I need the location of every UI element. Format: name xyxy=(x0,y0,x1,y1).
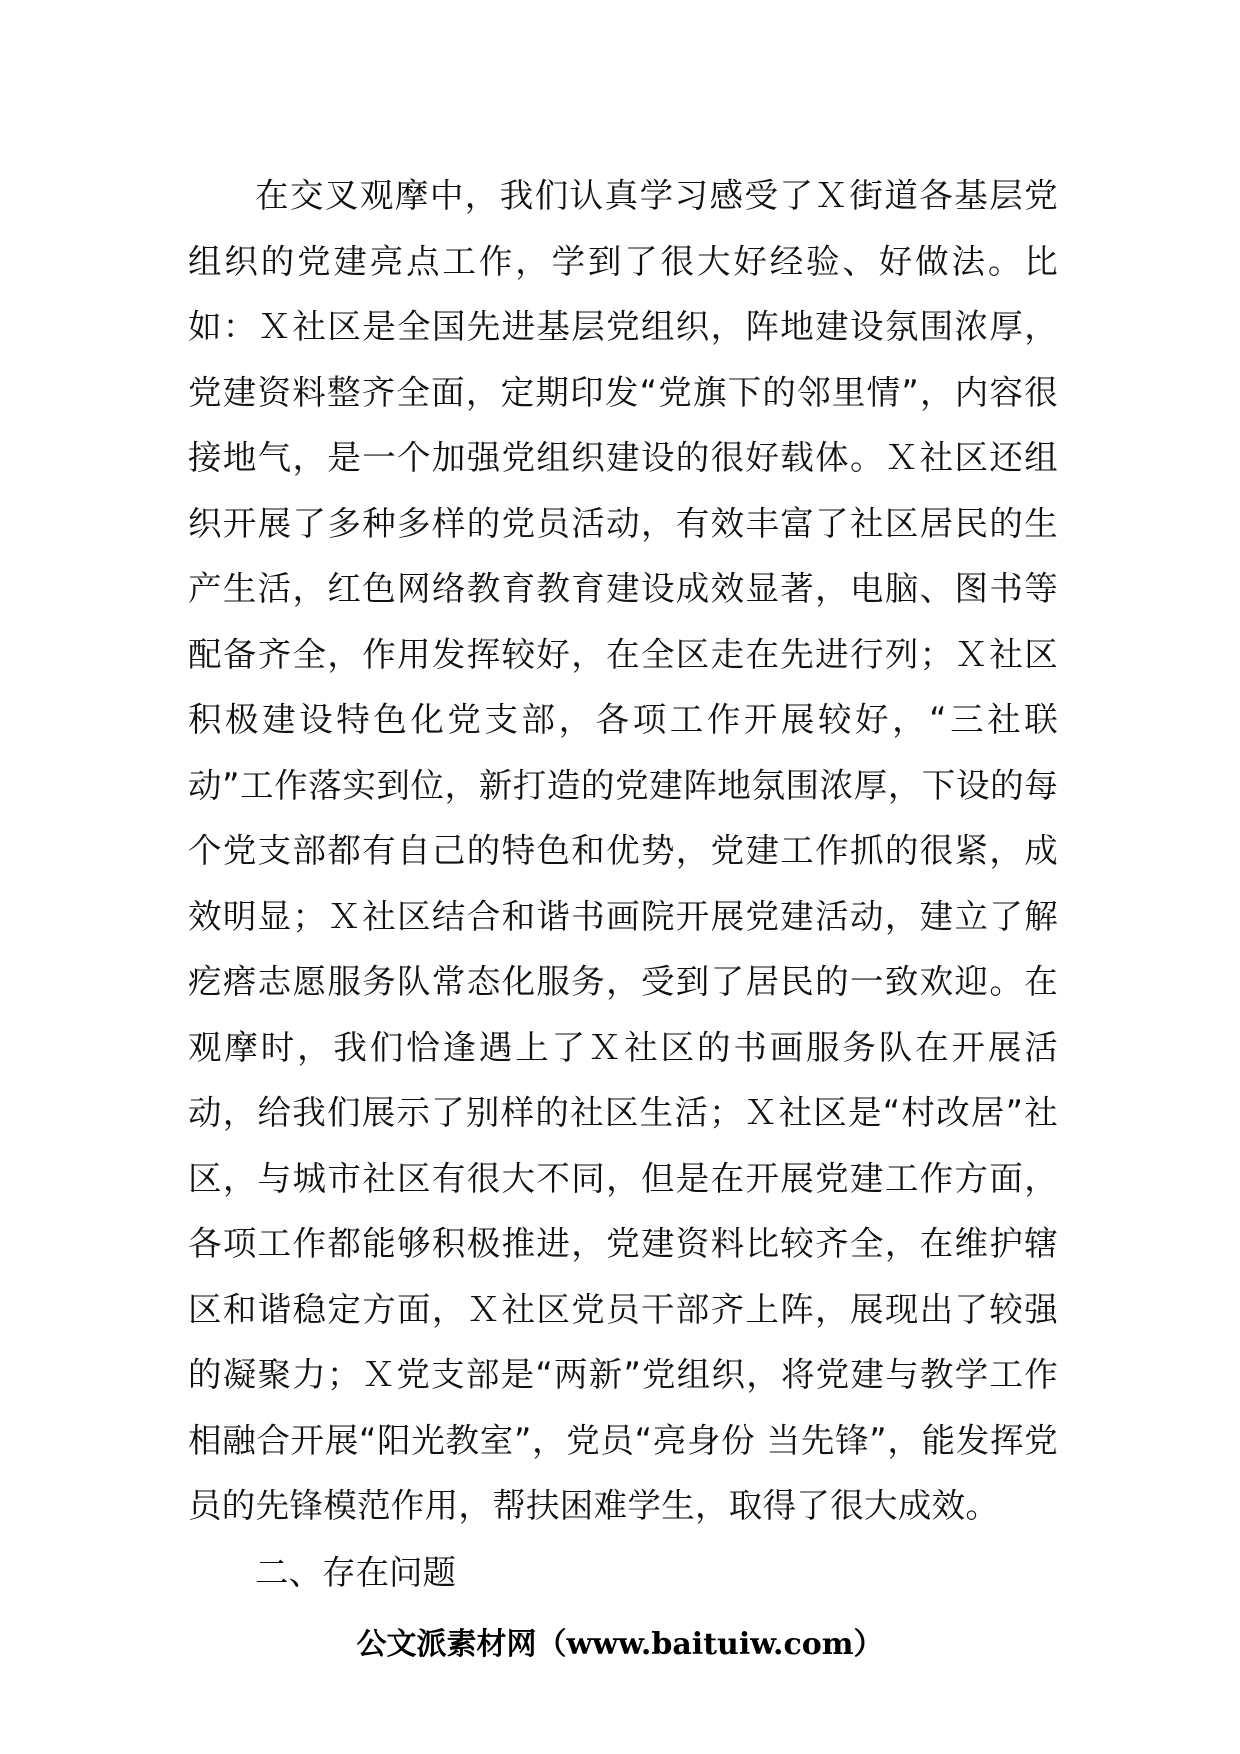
footer-source-text: 公文派素材网（www.baituiw.com） xyxy=(356,1627,884,1662)
body-paragraph: 在交叉观摩中，我们认真学习感受了Ｘ街道各基层党组织的党建亮点工作，学到了很大好经验、好做法。比如：Ｘ社区是全国先进基层党组织，阵地建设氛围浓厚，党建资料整齐全面，定期印发“党旗下的邻里情”，内容很接地气，是一个加强党组织建设的很好载体。Ｘ社区还组织开展了多种多样的党员活动，有效丰富了社区居民的生产生活，红色网络教育教育建设成效显著，电脑、图书等配备齐全，作用发挥较好，在全区走在先进行列；Ｘ社区积极建设特色化党支部，各项工作开展较好，“三社联动”工作落实到位，新打造的党建阵地氛围浓厚，下设的每个党支部都有自己的特色和优势，党建工作抓的很紧，成效明显；Ｘ社区结合和谐书画院开展党建活动，建立了解疙瘩志愿服务队常态化服务，受到了居民的一致欢迎。在观摩时，我们恰逢遇上了Ｘ社区的书画服务队在开展活动，给我们展示了别样的社区生活；Ｘ社区是“村改居”社区，与城市社区有很大不同，但是在开展党建工作方面，各项工作都能够积极推进，党建资料比较齐全，在维护辖区和谐稳定方面，Ｘ社区党员干部齐上阵，展现出了较强的凝聚力；Ｘ党支部是“两新”党组织，将党建与教学工作相融合开展“阳光教室”，党员“亮身份 当先锋”，能发挥党员的先锋模范作用，帮扶困难学生，取得了很大成效。 xyxy=(188,176,1058,1525)
section-heading: 二、存在问题 xyxy=(255,1553,456,1592)
